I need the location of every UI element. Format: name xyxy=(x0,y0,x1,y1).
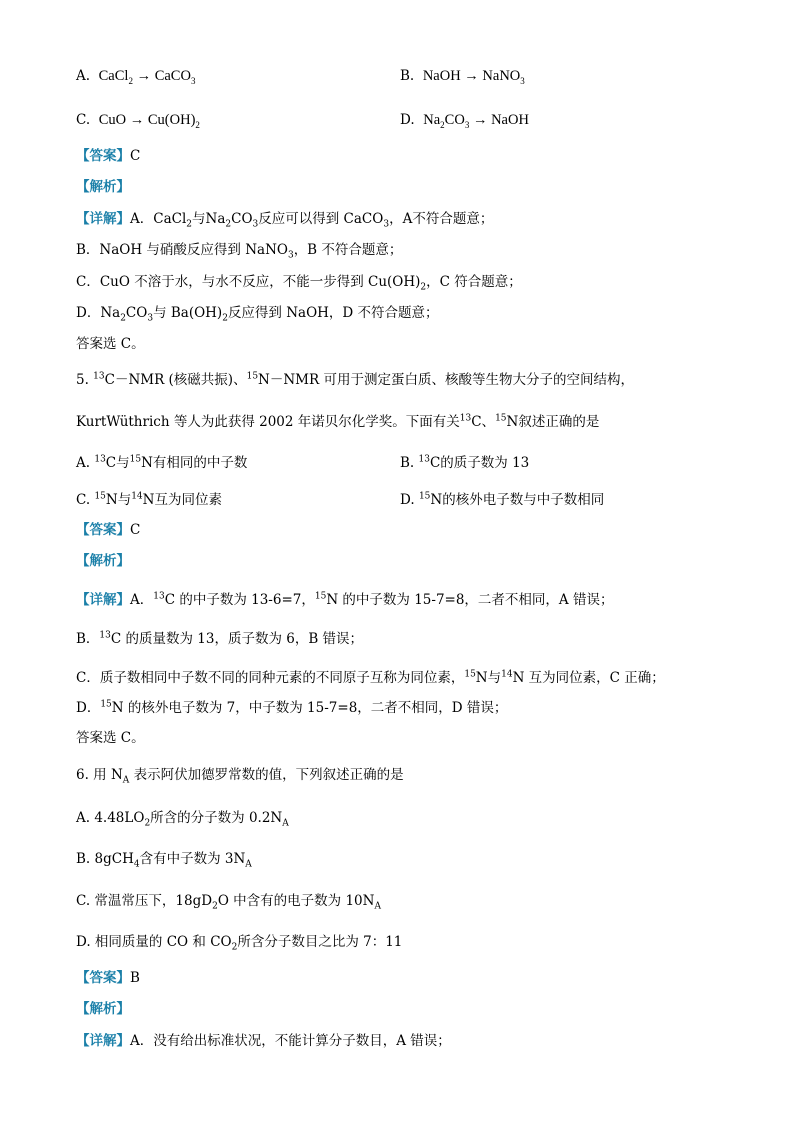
q5-option-c: C. $^{15}$N与$^{14}$N互为同位素 xyxy=(76,491,222,508)
q4-detail-d: D．$Na_2CO_3$与 $Ba(OH)_2$反应得到 NaOH，D 不符合题意； xyxy=(76,305,439,324)
q4-answer: 【答案】C xyxy=(76,148,141,164)
q4-option-c-formula: CuO → $Cu(OH)_2$ xyxy=(98,112,200,130)
q6-detail-a: 【详解】A．没有给出标准状况，不能计算分子数目，A 错误； xyxy=(76,1033,451,1049)
q5-answer: 【答案】C xyxy=(76,522,141,538)
q5-detail-d: D．$^{15}$N 的核外电子数为 7，中子数为 15-7=8，二者不相同，D 错误； xyxy=(76,699,508,716)
q6-option-d: D. 相同质量的 CO 和 $CO_2$所含分子数目之比为 7：11 xyxy=(76,934,403,953)
q4-detail-a: 【详解】A．CaCl$_2$与$Na_2CO_3$反应可以得到 CaCO$_3$，A不符合题意； xyxy=(76,211,494,230)
q5-option-a: A. $^{13}$C与$^{15}$N有相同的中子数 xyxy=(76,454,248,471)
q4-option-a: A. CaCl$_2$ → CaCO$_3$ xyxy=(76,68,196,86)
q5-detail-c: C．质子数相同中子数不同的同种元素的不同原子互称为同位素，$^{15}$N与$^{14}$N 互为同位素，C 正确； xyxy=(76,669,665,686)
q5-stem-line1: 5. $^{13}$C－NMR (核磁共振)、$^{15}$N－NMR 可用于测定蛋白质、核酸等生物大分子的空间结构， xyxy=(76,371,634,388)
q6-option-b: B. 8gCH$_4$含有中子数为 $3N_A$ xyxy=(76,851,252,870)
q4-detail-b: B．NaOH 与硝酸反应得到 NaNO$_3$，B 不符合题意； xyxy=(76,242,403,261)
q5-option-d: D. $^{15}$N的核外电子数与中子数相同 xyxy=(400,491,605,508)
q5-detail-b: B．$^{13}$C 的质量数为 13，质子数为 6，B 错误； xyxy=(76,630,364,647)
q5-analysis: 【解析】 xyxy=(76,553,130,569)
q5-detail-a: 【详解】A．$^{13}$C 的中子数为 13-6=7，$^{15}$N 的中子数为 15-7=8，二者不相同，A 错误； xyxy=(76,591,614,608)
q4-conclusion: 答案选 C。 xyxy=(76,336,145,352)
q4-detail-c: C．CuO 不溶于水，与水不反应，不能一步得到 $Cu(OH)_2$，C 符合题意； xyxy=(76,274,522,293)
q5-stem-line2: KurtWüthrich 等人为此获得 2002 年诺贝尔化学奖。下面有关$^{13}$C、$^{15}$N叙述正确的是 xyxy=(76,413,600,430)
q6-option-a: A. $4.48LO_2$所含的分子数为 $0.2N_A$ xyxy=(76,810,289,829)
q4-option-b-formula: NaOH → NaNO$_3$ xyxy=(422,68,525,86)
q6-stem: 6. 用 $N_A$ 表示阿伏加德罗常数的值，下列叙述正确的是 xyxy=(76,767,404,786)
q6-answer: 【答案】B xyxy=(76,970,140,986)
q4-option-c: C. CuO → $Cu(OH)_2$ xyxy=(76,112,200,130)
q4-option-d-formula: $Na_2CO_3$ → NaOH xyxy=(423,112,529,130)
q5-option-b: B. $^{13}$C的质子数为 13 xyxy=(400,454,530,471)
q6-analysis: 【解析】 xyxy=(76,1001,130,1017)
q4-option-b: B. NaOH → NaNO$_3$ xyxy=(400,68,525,86)
q6-option-c: C. 常温常压下，$18gD_2O$ 中含有的电子数为 $10N_A$ xyxy=(76,893,381,912)
q4-option-d: D. $Na_2CO_3$ → NaOH xyxy=(400,112,529,130)
q4-analysis: 【解析】 xyxy=(76,179,130,195)
q4-option-a-formula: CaCl$_2$ → CaCO$_3$ xyxy=(98,68,196,86)
q5-conclusion: 答案选 C。 xyxy=(76,730,145,746)
